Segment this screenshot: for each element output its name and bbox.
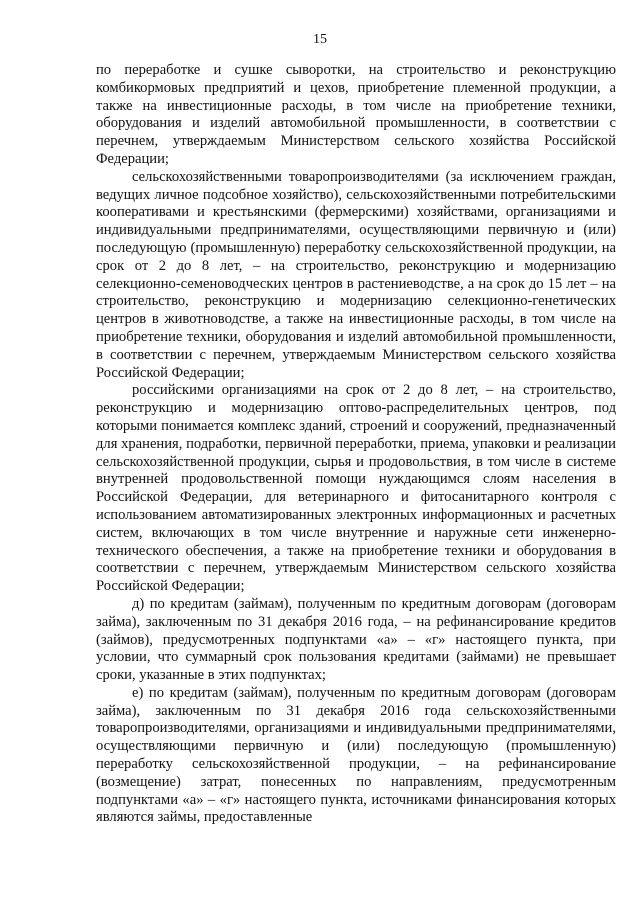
paragraph-continuation: по переработке и сушке сыворотки, на строительство и реконструкцию комбикормовых предприятий и цехов, приобретение племенной продукции, а также на инвестиционные расходы, в том числе на приобретение техники, оборудования и изделий автомобильной промышленности, в соответствии с перечнем, утверждаемым Министерством сельского хозяйства Российской Федерации; bbox=[96, 62, 616, 167]
paragraph-item-e: е) по кредитам (займам), полученным по кредитным договорам (договорам займа), заключенным по 31 декабря 2016 года сельскохозяйственными товаропроизводителями, организациями и индивидуальными предпринимателями, осуществляющими первичную и (или) последующую (промышленную) переработку сельскохозяйственной продукции, – на рефинансирование (возмещение) затрат, понесенных по направлениям, предусмотренным подпунктами «а» – «г» настоящего пункта, источниками финансирования которых являются займы, предоставленные bbox=[96, 684, 616, 826]
paragraph-agricultural-producers: сельскохозяйственными товаропроизводителями (за исключением граждан, ведущих личное подсобное хозяйство), сельскохозяйственными потребительскими кооперативами и крестьянскими (фермерскими) хозяйствами, организациями и индивидуальными предпринимателями, осуществляющими первичную и (или) последующую (промышленную) переработку сельскохозяйственной продукции, на срок от 2 до 8 лет, – на строительство, реконструкцию и модернизацию селекционно-семеноводческих центров в растениеводстве, а на срок до 15 лет – на строительство, реконструкцию и модернизацию селекционно-генетических центров в животноводстве, а также на инвестиционные расходы, в том числе на приобретение техники, оборудования и изделий автомобильной промышленности, в соответствии с перечнем, утверждаемым Министерством сельского хозяйства Российской Федерации; bbox=[96, 168, 616, 381]
page-number: 15 bbox=[313, 32, 327, 47]
paragraph-item-d: д) по кредитам (займам), полученным по кредитным договорам (договорам займа), заключенным по 31 декабря 2016 года, – на рефинансирование кредитов (займов), предусмотренных подпунктами «а» – «г» настоящего пункта, при условии, что суммарный срок пользования кредитами (займами) не превышает сроки, указанные в этих подпунктах; bbox=[96, 595, 616, 684]
paragraph-russian-organizations: российскими организациями на срок от 2 до 8 лет, – на строительство, реконструкцию и модернизацию оптово-распределительных центров, под которыми понимается комплекс зданий, строений и сооружений, предназначенный для хранения, подработки, первичной переработки, приема, упаковки и реализации сельскохозяйственной продукции, сырья и продовольствия, в том числе в системе внутренней продовольственной помощи нуждающимся слоям населения в Российской Федерации, для ветеринарного и фитосанитарного контроля с использованием автоматизированных электронных информационных и расчетных систем, включающих в том числе внутренние и наружные сети инженерно-технического обеспечения, а также на приобретение техники и оборудования в соответствии с перечнем, утверждаемым Министерством сельского хозяйства Российской Федерации; bbox=[96, 382, 616, 595]
document-body bbox=[96, 62, 616, 827]
